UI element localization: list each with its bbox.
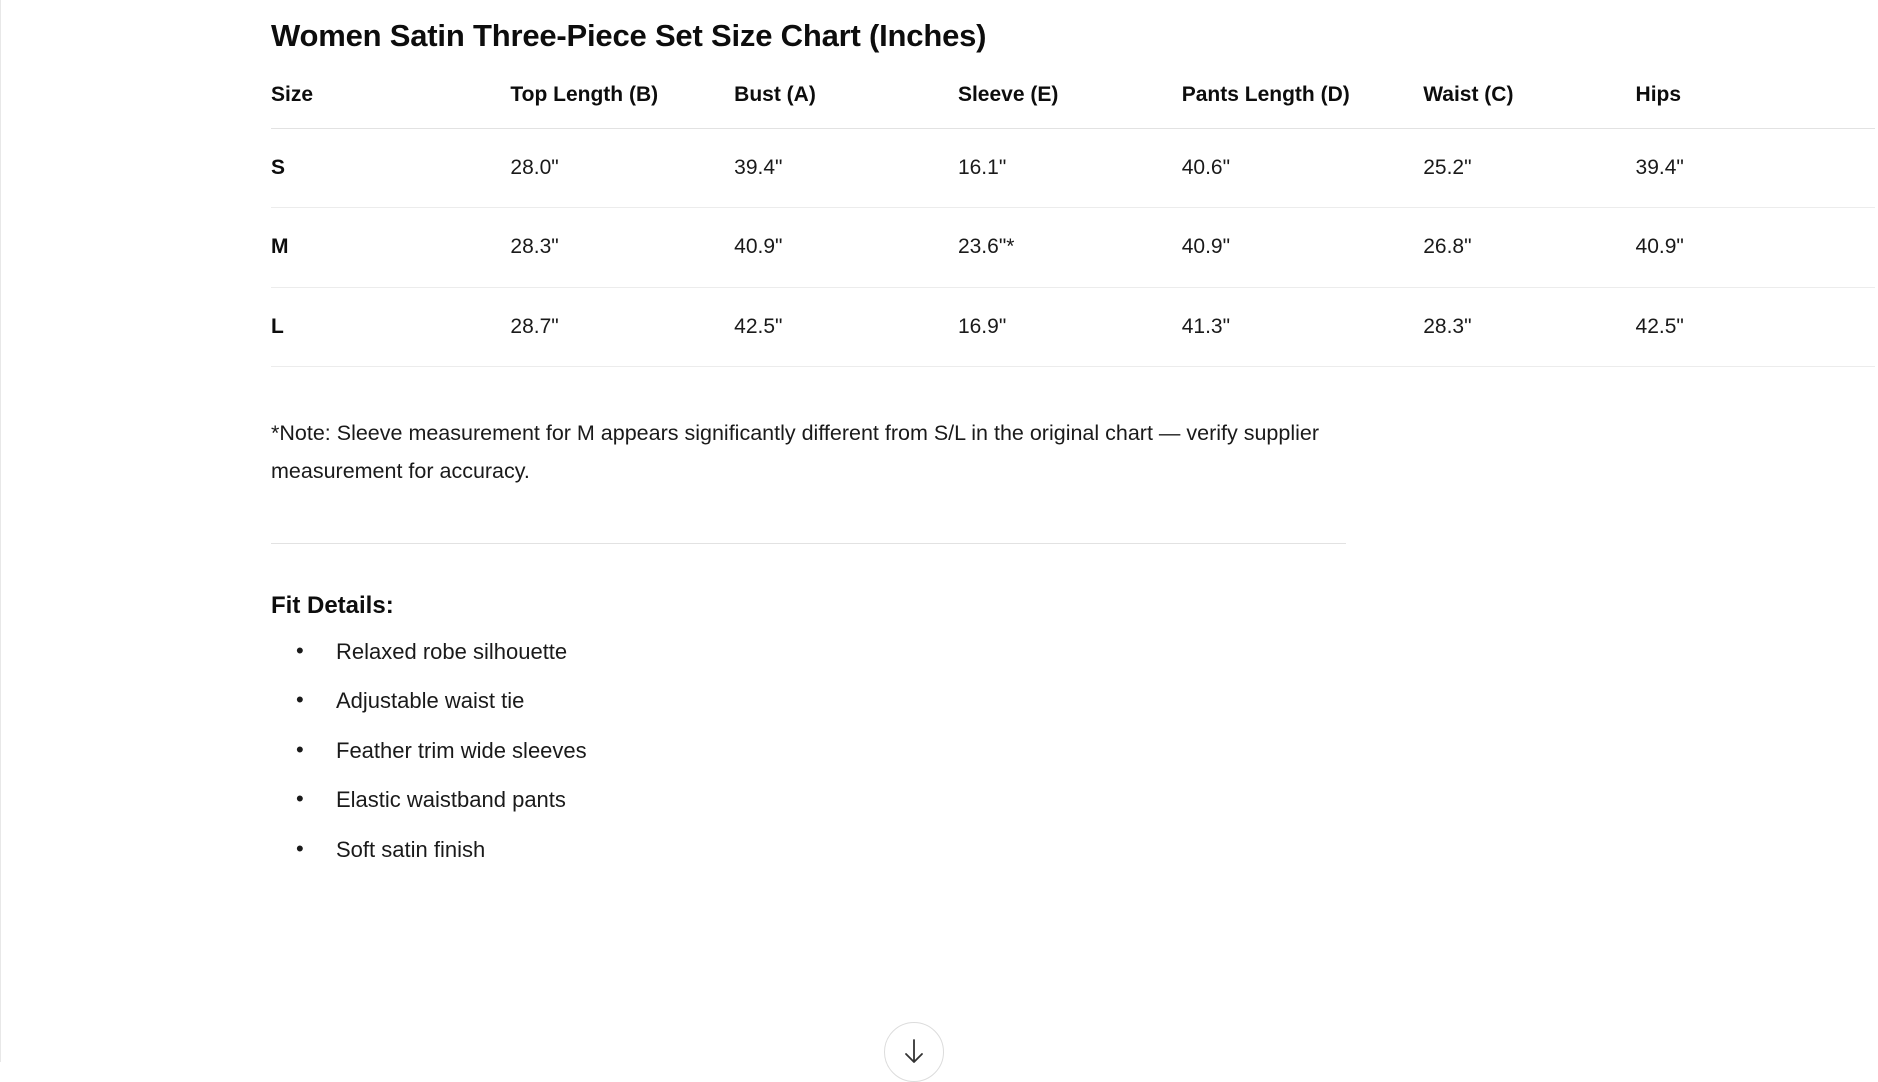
list-item: • Feather trim wide sleeves — [271, 737, 1871, 765]
cell-sleeve: 16.9" — [958, 287, 1182, 366]
cell-size: M — [271, 208, 510, 287]
cell-hips: 40.9" — [1636, 208, 1875, 287]
list-item: • Soft satin finish — [271, 836, 1871, 864]
arrow-down-icon — [901, 1037, 927, 1067]
cell-top-length: 28.3" — [510, 208, 734, 287]
page-title: Women Satin Three-Piece Set Size Chart (Inches) — [271, 18, 987, 53]
column-header-sleeve: Sleeve (E) — [958, 82, 1182, 128]
cell-pants-length: 41.3" — [1182, 287, 1423, 366]
list-item: • Elastic waistband pants — [271, 786, 1871, 814]
list-item: • Relaxed robe silhouette — [271, 638, 1871, 666]
size-chart-table — [271, 82, 1875, 367]
column-header-waist: Waist (C) — [1423, 82, 1635, 128]
cell-top-length: 28.7" — [510, 287, 734, 366]
fit-details-heading: Fit Details: — [271, 591, 394, 619]
document-content — [271, 0, 1871, 885]
cell-waist: 26.8" — [1423, 208, 1635, 287]
column-header-size: Size — [271, 82, 510, 128]
cell-top-length: 28.0" — [510, 129, 734, 208]
measurement-note: *Note: Sleeve measurement for M appears significantly different from S/L in the original chart — verify supplier measurement for accuracy. — [271, 421, 1320, 483]
section-divider — [271, 543, 1346, 544]
cell-bust: 39.4" — [734, 129, 958, 208]
list-item: • Adjustable waist tie — [271, 687, 1871, 715]
cell-sleeve: 16.1" — [958, 129, 1182, 208]
table-row — [271, 208, 1875, 287]
cell-hips: 42.5" — [1636, 287, 1875, 366]
column-header-top-length: Top Length (B) — [510, 82, 734, 128]
cell-pants-length: 40.9" — [1182, 208, 1423, 287]
table-row — [271, 287, 1875, 366]
cell-waist: 25.2" — [1423, 129, 1635, 208]
cell-pants-length: 40.6" — [1182, 129, 1423, 208]
cell-sleeve: 23.6"* — [958, 208, 1182, 287]
table-row — [271, 129, 1875, 208]
cell-hips: 39.4" — [1636, 129, 1875, 208]
cell-size: S — [271, 129, 510, 208]
cell-bust: 42.5" — [734, 287, 958, 366]
cell-bust: 40.9" — [734, 208, 958, 287]
table-header-row — [271, 82, 1875, 128]
column-header-hips: Hips — [1636, 82, 1875, 128]
left-margin-rule — [0, 0, 1, 1062]
scroll-down-button[interactable] — [884, 1022, 944, 1082]
cell-size: L — [271, 287, 510, 366]
fit-details-list — [271, 638, 1871, 864]
cell-waist: 28.3" — [1423, 287, 1635, 366]
column-header-bust: Bust (A) — [734, 82, 958, 128]
column-header-pants-length: Pants Length (D) — [1182, 82, 1423, 128]
